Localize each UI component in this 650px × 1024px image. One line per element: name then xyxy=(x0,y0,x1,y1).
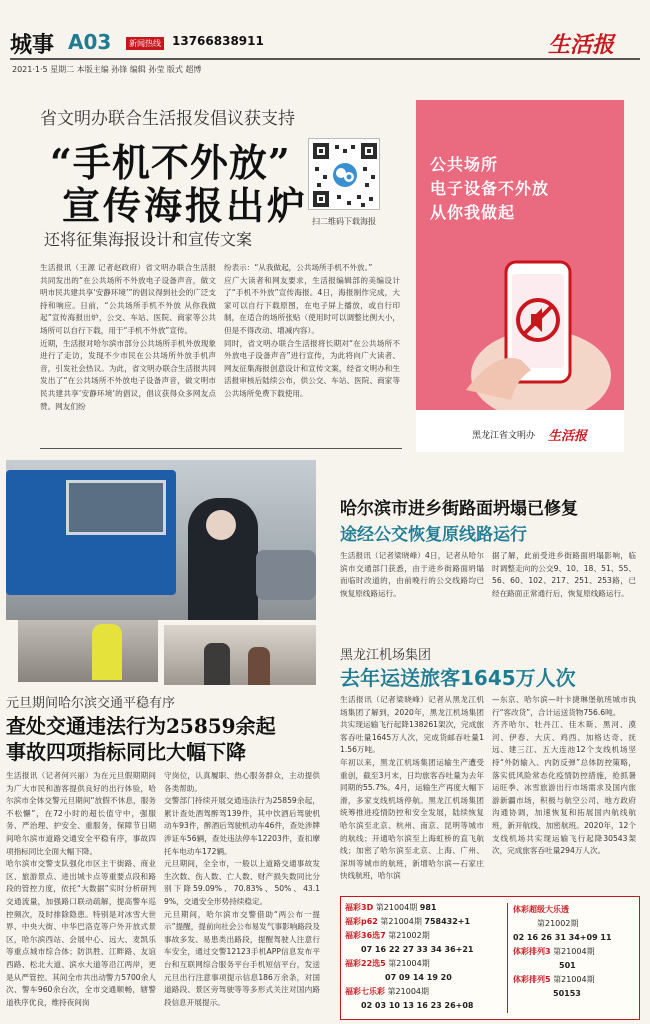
lottery-row xyxy=(345,971,505,985)
lottery-name: 福彩p62 xyxy=(345,917,378,926)
headline: 哈尔滨市进乡街路面坍塌已修复 xyxy=(340,499,578,519)
dateline: 2021·1·5 星期二 本版主编 孙锋 编辑 孙莹 版式 超博 xyxy=(12,65,202,74)
poster xyxy=(416,100,624,452)
lottery-row xyxy=(345,915,505,929)
lottery-name: 福彩七乐彩 xyxy=(345,987,385,996)
lottery-row xyxy=(513,959,637,973)
article2-col2: 据了解，此前受进乡街路面坍塌影响，临时调整走向的公交9、10、18、51、55、56、60、102、217、251、253路，已经在路面正常通行后，恢复原线路运行。 xyxy=(492,551,636,598)
headline: 去年运送旅客1645万人次 xyxy=(340,666,576,690)
lottery-numbers: 981 xyxy=(419,903,437,912)
lottery-numbers: 07 16 22 27 33 34 36+21 xyxy=(361,945,474,954)
article4-col2: 守岗位，认真履职、热心服务群众，主动提供各类帮助。 交警部门持续开展交通违法行为25859余起，累计查处酒驾醉驾139件，其中饮酒后驾驶机动车93件，醉酒后驾驶机动车46件，查处涉牌涉证车56辆，查处违法停车12203件，查扣摩托车电动车172辆。 元旦期间，全全市，一般以上道路交通事故发生次数、伤人数、亡人数、财产损失数同比分别下降59.09%、70.83%、50%、43.19%，交通安全形势持续稳定。 元旦期间，哈尔滨市交警借助“两公布一提示”提醒，提前向社会公布易发气事影响路段及事故多发、易患类出路段，提醒驾驶人注意行车安全，通过交警12123手机APP信息发布平台和互联网综合服务平台手机短信平台，发送元旦出行注意事项提示信息186万余条，对国道路段、景区旁驾驶等等多形式关注对国内路段信息开展提示。 xyxy=(164,771,320,1007)
officer-face xyxy=(206,510,236,540)
traffic-photo-small-1 xyxy=(18,620,158,682)
poster-line2: 电子设备不外放 xyxy=(430,179,550,198)
article-traffic xyxy=(0,692,325,1024)
article4-col1: 生活报讯（记者何兴丽）为在元旦假期期间为广大市民和游客提供良好的出行体验，哈尔滨市全体交警元旦期间“放假不休息，服务不松懈”，在72小时的超长值守中，强服务、严治理、护安全、重服务，保障节日期间哈尔滨市道路交通安全平稳有序，事故四项指标同比全面大幅下降。 哈尔滨市交警支队强化市区主干街路、商业区、旅游景点、进出城卡点等重要点段和路段的管控力度，依托“大数据”实时分析研判交通流量，加强路口联动疏解，提高警车巡控频次，及时排除隐患。特别是对冰雪大世界、中央大街、中华巴洛克等户外开放式景区，哈尔滨西站、会展中心、远大、麦凯乐等重点城市综合体；防洪胜、江畔路、友谊西路、松北大道、滨水大道等沿江两岸，更是从严管控。其间全市共出动警力5700余人次、警车960余台次，全市交通顺畅，辖警道秩序优良，维持夜间岗 xyxy=(6,771,156,1007)
lottery-row xyxy=(513,987,637,1001)
brand-logo: 生活报 xyxy=(548,32,615,58)
lottery-name: 体彩超级大乐透 xyxy=(513,905,569,914)
kicker: 省文明办联合生活报发倡议获支持 xyxy=(40,109,295,129)
hotline-label: 新闻热线 xyxy=(126,37,164,50)
qr-code xyxy=(308,138,380,210)
masthead xyxy=(0,0,650,80)
pedestrians xyxy=(204,643,230,685)
subhead: 还将征集海报设计和宣传文案 xyxy=(44,230,253,249)
officer-vest xyxy=(92,624,122,680)
bus-window xyxy=(66,480,166,535)
lottery-row xyxy=(513,973,637,987)
lottery-row xyxy=(345,957,505,971)
article-airport xyxy=(330,642,636,888)
page-code: A03 xyxy=(68,30,112,54)
article1-col2: 纷表示：“从我做起，公共场所手机不外放。” 应广大读者和网友要求，生活报编辑部的美编设计了“手机不外放”宣传海报。4日，海报制作完成，大家可以自行下载原图，在电子屏上播放，或自行印制，在适合的场所张贴（使用时可以调整比例大小，但是不得改动、增减内容）。 同时，省文明办联合生活报将长期对“在公共场所不外放电子设备声音”进行宣传，为此将向广大读者、网友征集海报创意设计和宣传文案，经省文明办和生活报审核后陆续公布，供公交、车站、医院、商家等公共场所免费下载使用。 xyxy=(224,263,400,398)
poster-line1: 公共场所 xyxy=(430,155,499,174)
traffic-photo-small-2 xyxy=(164,625,316,685)
car-shape xyxy=(256,550,316,600)
traffic-photo-main xyxy=(6,460,316,620)
lottery-fucai-column xyxy=(345,901,505,1013)
lottery-row xyxy=(513,931,637,945)
lottery-numbers: 02 03 10 13 16 23 26+08 xyxy=(361,1001,474,1010)
lottery-issue: 第21004期 xyxy=(375,903,418,912)
hand-phone-illustration xyxy=(446,250,616,410)
kicker: 黑龙江机场集团 xyxy=(340,648,432,663)
hotline-number: 13766838911 xyxy=(172,34,264,48)
lottery-numbers: 758432+1 xyxy=(424,917,471,926)
masthead-rule xyxy=(10,58,640,60)
headline-line1: 查处交通违法行为25859余起 xyxy=(6,714,276,738)
lottery-issue: 第21002期 xyxy=(537,919,579,928)
lottery-issue: 第21004期 xyxy=(553,947,595,956)
lottery-divider xyxy=(507,903,508,1013)
lottery-row xyxy=(345,999,505,1013)
lottery-ticai-column xyxy=(513,903,637,1001)
kicker: 元旦期间哈尔滨交通平稳有序 xyxy=(6,696,176,711)
poster-footer-org: 黑龙江省文明办 xyxy=(472,431,536,441)
section-title: 城事 xyxy=(10,32,55,58)
pedestrians-2 xyxy=(248,647,270,685)
poster-line3: 从你我做起 xyxy=(430,203,516,222)
lottery-numbers: 02 16 26 31 34+09 11 xyxy=(513,933,612,942)
lottery-row xyxy=(345,943,505,957)
article3-col1: 生活报讯（记者梁晓峰）记者从黑龙江机场集团了解到，2020年，黑龙江机场集团共实现运输飞行起降138261架次，完成旅客吞吐量1645万人次，完成货邮吞吐量11.56万吨。 年初以来，黑龙江机场集团运输生产遭受重创，截至3月末，日均旅客吞吐量为去年同期的55.7%。4月，运输生产再度大幅下滑，多家支线机场停航。黑龙江机场集团统筹推进疫情防控和安全发展，陆续恢复哈尔滨至北京、杭州、南京、昆明等城市的航线；开通哈尔滨至上海虹桥的直飞航线；加密了哈尔滨至北京、上海、广州、深圳等城市的航班，新增哈尔滨—石家庄快线航班，哈尔滨 xyxy=(340,695,484,881)
article1-bottom-rule xyxy=(40,448,402,449)
lottery-name: 福彩36选7 xyxy=(345,931,386,940)
article3-col2: —东京、哈尔滨—叶卡捷琳堡航班城市执行“客改货”，合计运送货物756.6吨。 齐齐哈尔、牡丹江、佳木斯、黑河、漠河、伊春、大庆、鸡西、加格达奇、抚远、建三江、五大连池12个支线机场坚持“外防输入、内防反弹”总体防控策略，落实低风险常态化疫情防控措施，抢抓暑运旺季、冰雪旅游出行市场需求及国内旅游新疆市场，积极与航空公司、地方政府沟通协调，加速恢复和拓展国内航线航班，新开航线、加密航班。2020年，12个支线机场共实现运输飞行起降30543架次，完成旅客吞吐量294万人次。 xyxy=(492,695,636,856)
subhead: 途经公交恢复原线路运行 xyxy=(340,525,527,545)
article2-col1: 生活报讯（记者梁晓峰）4日，记者从哈尔滨市交通部门获悉，由于进乡街路面坍塌而临时改道的，由前晚行的公交线路均已恢复原线路运行。 xyxy=(340,551,484,598)
qr-caption: 扫二维码下载海报 xyxy=(312,217,376,226)
lottery-name: 福彩22选5 xyxy=(345,959,386,968)
lottery-box xyxy=(340,896,640,1020)
lottery-issue: 第21004期 xyxy=(553,975,595,984)
lottery-row xyxy=(513,945,637,959)
poster-banner xyxy=(416,100,624,410)
lottery-numbers: 07 09 14 19 20 xyxy=(385,973,452,982)
headline-line1: “手机不外放” xyxy=(50,140,291,185)
lottery-issue: 第21004期 xyxy=(387,987,429,996)
lottery-row xyxy=(513,903,637,917)
lottery-issue: 第21004期 xyxy=(388,959,430,968)
article1-col1: 生活报讯（王源 记者赵政府）省文明办联合生活报共同发出的“在公共场所不外放电子设备声音，做文明市民共建共享‘安静环境’”的倡议得到社会的广泛支持和响应。日前，“公共场所手机不外放 从你我做起”宣传海报出炉，公交、车站、医院、商家等公共场所可以自行下载，用于“手机不外放”宣传。 近期，生活报对哈尔滨市部分公共场所手机外放现象进行了走访，发现不少市民在公共场所外放手机声音，引发社会热议。为此，省文明办联合生活报共同发出了“在公共场所不外放电子设备声音，做文明市民共建共享‘安静环境’的倡议，倡议获得众多网友点赞。网友们纷 xyxy=(40,263,216,411)
lottery-row xyxy=(345,929,505,943)
lottery-name: 体彩排列5 xyxy=(513,975,551,984)
poster-footer-brand: 生活报 xyxy=(548,429,588,444)
lottery-issue: 第21002期 xyxy=(388,931,430,940)
lottery-row xyxy=(345,901,505,915)
headline-line2: 宣传海报出炉 xyxy=(62,183,309,228)
lottery-numbers: 501 xyxy=(559,961,576,970)
lottery-name: 体彩排列3 xyxy=(513,947,551,956)
lottery-issue: 第21004期 xyxy=(380,917,422,926)
lottery-numbers: 50153 xyxy=(553,989,581,998)
lottery-row xyxy=(513,917,637,931)
lottery-row xyxy=(345,985,505,999)
headline-line2: 事故四项指标同比大幅下降 xyxy=(6,740,246,764)
lottery-name: 福彩3D xyxy=(345,903,374,912)
article-road-repair xyxy=(330,490,636,640)
